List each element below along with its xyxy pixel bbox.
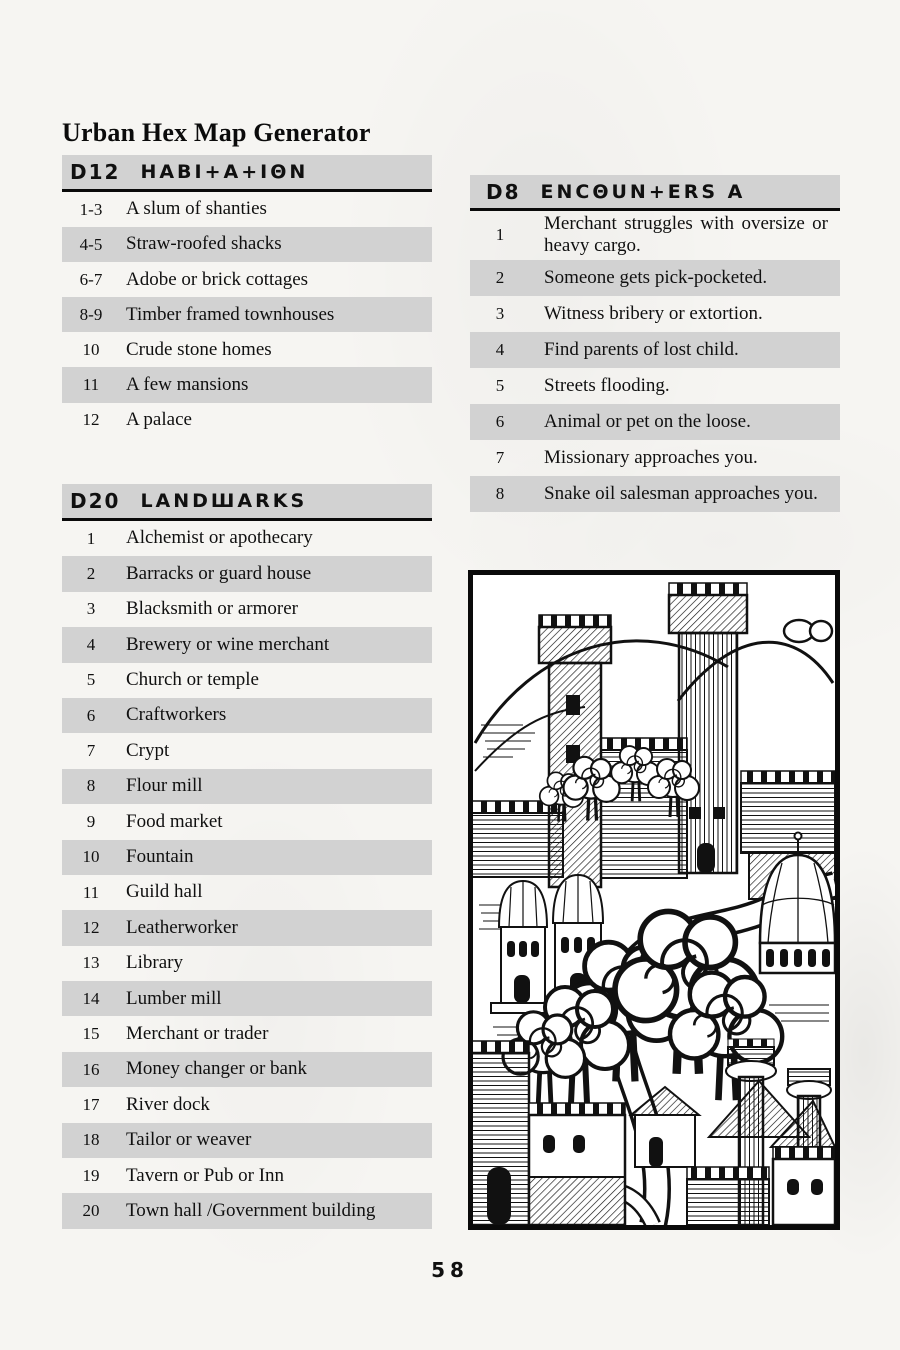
roll-result: A few mansions (126, 373, 249, 395)
roll-range: 2 (86, 564, 96, 584)
table-row (62, 227, 432, 262)
roll-range: 3 (86, 599, 96, 619)
habitation-table-header (62, 155, 432, 189)
roll-range: 4 (86, 634, 96, 654)
roll-result: Blacksmith or armorer (126, 598, 299, 620)
table-row (62, 192, 432, 227)
page-number: 58 (431, 1258, 469, 1282)
table-row (62, 1193, 432, 1228)
table-row (62, 592, 432, 627)
roll-range: 16 (82, 1059, 100, 1079)
roll-result: Guild hall (126, 881, 203, 903)
roll-result: Church or temple (126, 669, 259, 691)
table-row (62, 297, 432, 332)
roll-range: 18 (82, 1130, 100, 1150)
table-name: ENCΘUN+ERS A (540, 180, 746, 203)
roll-result: Adobe or brick cottages (126, 268, 309, 290)
roll-range: 2 (495, 267, 505, 287)
table-row (470, 211, 840, 260)
table-row (62, 663, 432, 698)
table-row (470, 260, 840, 296)
landmarks-table-body (62, 521, 432, 1229)
roll-range: 11 (82, 375, 100, 395)
roll-result: Lumber mill (126, 987, 222, 1009)
roll-result: Money changer or bank (126, 1058, 307, 1080)
habitation-table (62, 155, 432, 438)
page-title: Urban Hex Map Generator (62, 118, 371, 147)
roll-result: Crude stone homes (126, 338, 272, 360)
habitation-table-body (62, 192, 432, 438)
roll-range: 1 (495, 225, 505, 245)
table-row (470, 368, 840, 404)
roll-result: Tavern or Pub or Inn (126, 1164, 285, 1186)
roll-result: Tailor or weaver (126, 1129, 252, 1151)
roll-result: Fountain (126, 846, 194, 867)
roll-result: Food market (126, 810, 223, 832)
roll-result: Town hall /Government building (126, 1199, 376, 1221)
table-row (470, 476, 840, 512)
roll-range: 20 (82, 1201, 100, 1221)
roll-range: 9 (86, 811, 96, 831)
table-row (62, 946, 432, 981)
roll-range: 4-5 (79, 234, 103, 254)
die-label: D20 (70, 489, 121, 513)
table-row (62, 367, 432, 402)
roll-result: Barracks or guard house (126, 562, 312, 584)
roll-range: 12 (82, 917, 100, 937)
table-row (62, 875, 432, 910)
table-row (62, 1123, 432, 1158)
table-row (62, 840, 432, 875)
table-row (470, 440, 840, 476)
encounters-table (470, 175, 840, 512)
roll-range: 7 (495, 447, 505, 467)
roll-range: 5 (495, 375, 505, 395)
roll-range: 1-3 (79, 199, 103, 219)
roll-range: 11 (82, 882, 100, 902)
landmarks-table-header (62, 484, 432, 518)
roll-range: 15 (82, 1024, 100, 1044)
die-label: D12 (70, 160, 121, 184)
roll-range: 14 (82, 988, 100, 1008)
roll-range: 7 (86, 741, 96, 761)
table-row (470, 296, 840, 332)
table-row (62, 698, 432, 733)
table-row (470, 404, 840, 440)
table-row (62, 1052, 432, 1087)
table-row (62, 262, 432, 297)
right-tower (669, 583, 747, 873)
table-row (62, 332, 432, 367)
roll-range: 3 (495, 303, 505, 323)
roll-result: Leatherworker (126, 916, 238, 938)
woodcut-svg (473, 575, 835, 1225)
encounters-table-header (470, 175, 840, 208)
roll-range: 12 (82, 410, 100, 430)
roll-range: 19 (82, 1165, 100, 1185)
roll-range: 6-7 (79, 269, 103, 289)
roll-range: 1 (86, 528, 96, 548)
table-row (62, 804, 432, 839)
roll-result: Missionary approaches you. (544, 446, 758, 468)
roll-result: Flour mill (126, 775, 203, 797)
roll-result: Merchant struggles with oversize or heavy cargo. (544, 213, 828, 257)
roll-range: 6 (495, 411, 505, 431)
table-row (62, 1087, 432, 1122)
roll-range: 6 (86, 705, 96, 725)
table-row (62, 627, 432, 662)
left-tower (539, 615, 611, 887)
roll-result: Craftworkers (126, 704, 227, 726)
landmarks-table (62, 484, 432, 1229)
roll-result: Merchant or trader (126, 1022, 269, 1044)
roll-result: Alchemist or apothecary (126, 527, 313, 549)
roll-range: 13 (82, 953, 100, 973)
city-woodcut-illustration (468, 570, 840, 1230)
table-row (62, 733, 432, 768)
die-label: D8 (486, 179, 521, 204)
table-row (62, 556, 432, 591)
roll-result: Brewery or wine merchant (126, 633, 330, 655)
roll-range: 4 (495, 339, 505, 359)
roll-result: Animal or pet on the loose. (544, 410, 751, 432)
roll-range: 5 (86, 670, 96, 690)
roll-result: A slum of shanties (126, 198, 267, 220)
roll-result: A palace (126, 408, 192, 430)
roll-result: Streets flooding. (544, 374, 670, 396)
roll-result: Crypt (126, 739, 170, 761)
roll-range: 8 (495, 483, 505, 503)
table-row (470, 332, 840, 368)
table-row (62, 1158, 432, 1193)
roll-range: 10 (82, 339, 100, 359)
table-row (62, 910, 432, 945)
table-row (62, 403, 432, 438)
table-name: LANDШARKS (140, 490, 308, 512)
roll-range: 8 (86, 776, 96, 796)
roll-result: Snake oil salesman approaches you. (544, 482, 818, 504)
roll-result: Witness bribery or extortion. (544, 302, 763, 324)
roll-result: Straw-roofed shacks (126, 233, 282, 255)
table-row (62, 769, 432, 804)
roll-result: Timber framed townhouses (126, 303, 335, 325)
roll-result: Someone gets pick-pocketed. (544, 266, 768, 288)
roll-range: 10 (82, 847, 100, 867)
table-name: HABI+A+IΘN (140, 161, 309, 183)
roll-range: 8-9 (79, 304, 103, 324)
roll-range: 17 (82, 1094, 100, 1114)
table-row (62, 521, 432, 556)
roll-result: Find parents of lost child. (544, 338, 739, 360)
roll-result: Library (126, 952, 183, 974)
table-row (62, 981, 432, 1016)
table-row (62, 1016, 432, 1051)
encounters-table-body (470, 211, 840, 512)
roll-result: River dock (126, 1093, 210, 1115)
